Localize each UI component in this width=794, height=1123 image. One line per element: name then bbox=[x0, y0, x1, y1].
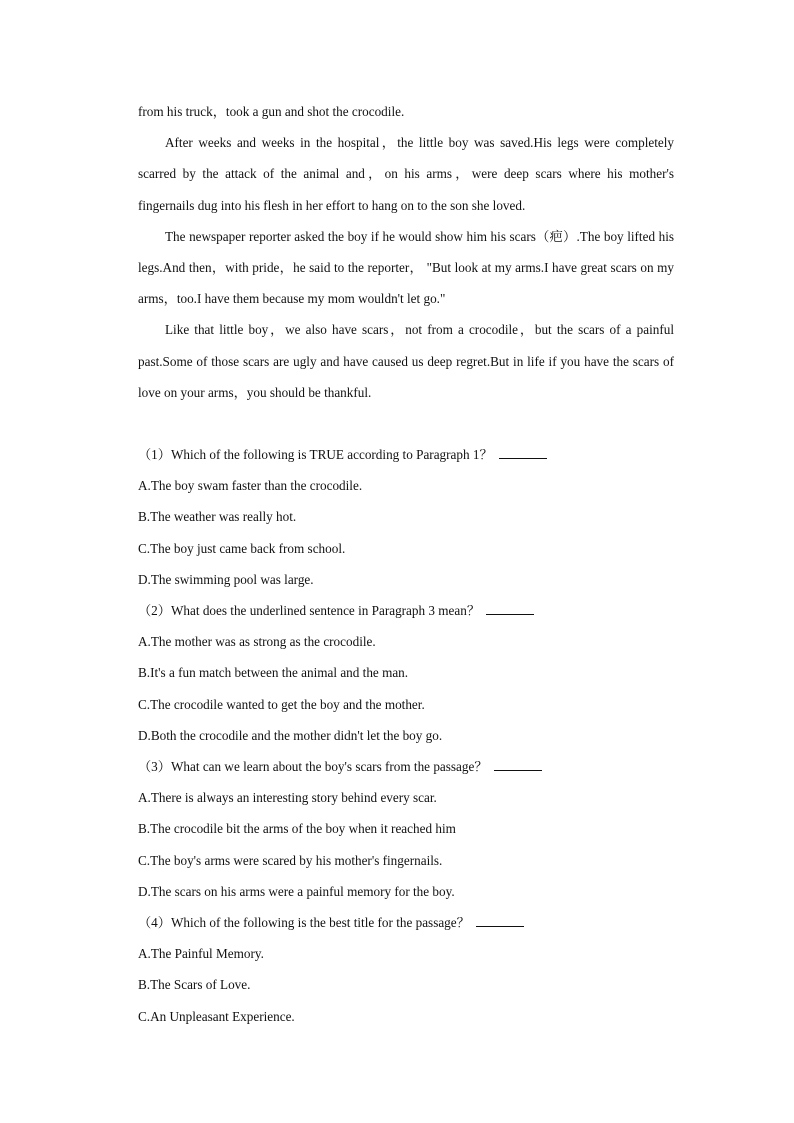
question-3 bbox=[138, 751, 674, 907]
answer-option: A.There is always an interesting story behind every scar. bbox=[138, 790, 437, 806]
answer-option: B.The weather was really hot. bbox=[138, 509, 297, 525]
question-stem bbox=[138, 595, 674, 626]
question-stem bbox=[138, 751, 674, 782]
question-stem-text: （1）Which of the following is TRUE according to Paragraph 1？ bbox=[138, 447, 493, 463]
question-4 bbox=[138, 907, 674, 1032]
question-1 bbox=[138, 439, 674, 595]
question-stem-text: （4）Which of the following is the best title for the passage？ bbox=[138, 915, 470, 931]
section-gap bbox=[138, 408, 674, 439]
answer-option: C.An Unpleasant Experience. bbox=[138, 1008, 295, 1024]
answer-option: A.The boy swam faster than the crocodile. bbox=[138, 478, 363, 494]
answer-option: B.The crocodile bit the arms of the boy when it reached him bbox=[138, 821, 456, 837]
question-stem-text: （2）What does the underlined sentence in Paragraph 3 mean？ bbox=[138, 603, 481, 619]
answer-option: A.The Painful Memory. bbox=[138, 946, 264, 962]
answer-option: A.The mother was as strong as the crocodile. bbox=[138, 634, 376, 650]
passage-paragraph: The newspaper reporter asked the boy if he would show him his scars（疤）.The boy lifted his legs.And then，with pride，he said to the reporter， "But look at my arms.I have great scars on my arms，too.I have them because my mom wouldn't let go." bbox=[138, 228, 674, 307]
answer-option: B.The Scars of Love. bbox=[138, 977, 251, 993]
passage bbox=[138, 96, 674, 408]
passage-paragraph: After weeks and weeks in the hospital，the little boy was saved.His legs were completely scarred by the attack of the animal and，on his arms，were deep scars where his mother's fingernails dug into his flesh in her effort to hang on to the son she loved. bbox=[138, 135, 674, 213]
document-page bbox=[138, 96, 674, 1032]
question-list bbox=[138, 439, 674, 1032]
answer-blank[interactable] bbox=[476, 912, 524, 927]
passage-paragraph: Like that little boy，we also have scars，not from a crocodile，but the scars of a painful past.Some of those scars are ugly and have caused us deep regret.But in life if you have the scars of love on your arms，you should be thankful. bbox=[138, 322, 674, 400]
answer-option: C.The boy's arms were scared by his mother's fingernails. bbox=[138, 852, 443, 868]
question-stem bbox=[138, 907, 674, 938]
answer-option: B.It's a fun match between the animal and the man. bbox=[138, 665, 409, 681]
answer-option: D.The scars on his arms were a painful memory for the boy. bbox=[138, 883, 455, 899]
answer-option: D.The swimming pool was large. bbox=[138, 571, 314, 587]
answer-option: D.Both the crocodile and the mother didn't let the boy go. bbox=[138, 727, 443, 743]
passage-paragraph: from his truck，took a gun and shot the crocodile. bbox=[138, 104, 405, 119]
answer-blank[interactable] bbox=[499, 444, 547, 459]
answer-option: C.The crocodile wanted to get the boy and the mother. bbox=[138, 696, 425, 712]
answer-blank[interactable] bbox=[494, 756, 542, 771]
answer-blank[interactable] bbox=[486, 600, 534, 615]
question-stem bbox=[138, 439, 674, 470]
question-stem-text: （3）What can we learn about the boy's scars from the passage？ bbox=[138, 759, 488, 775]
question-2 bbox=[138, 595, 674, 751]
answer-option: C.The boy just came back from school. bbox=[138, 540, 346, 556]
